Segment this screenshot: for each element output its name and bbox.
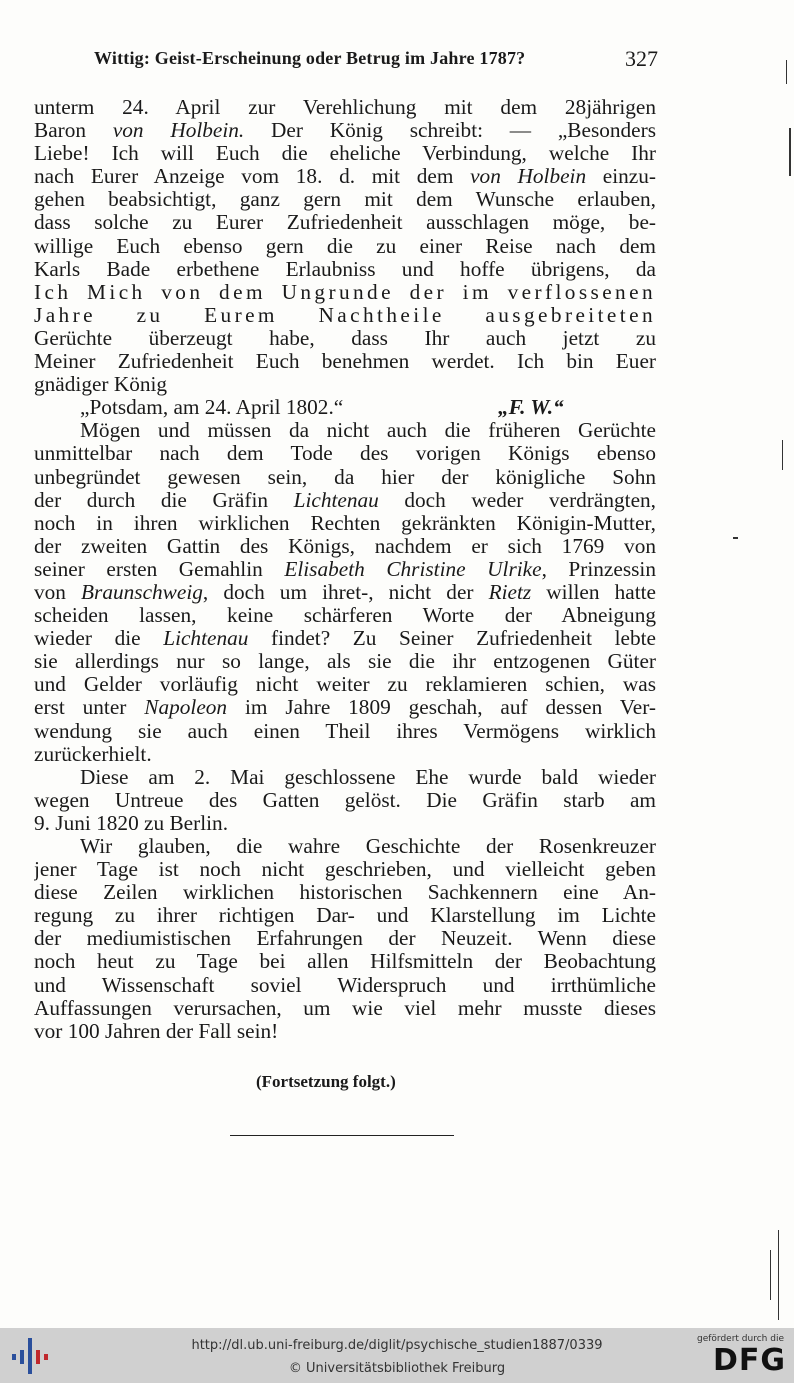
page-header	[34, 48, 658, 78]
text-line	[34, 119, 656, 142]
text-line: gehen beabsichtigt, ganz gern mit dem Wunsche erlauben,	[34, 188, 656, 212]
letter-initials: „F. W.“	[498, 396, 564, 420]
text-line: der zweiten Gattin des Königs, nachdem er sich 1769 von	[34, 534, 656, 558]
text-line: scheiden lassen, keine schärferen Worte der Abneigung	[34, 604, 656, 628]
text-line: unterm 24. April zur Verehlichung mit dem 28jährigen	[34, 96, 656, 119]
text-line	[34, 558, 656, 581]
paragraph-rosicrucians	[34, 835, 656, 1043]
italic-name: Rietz	[488, 580, 532, 604]
text-line: dass solche zu Eurer Zufriedenheit ausschlagen möge, be-	[34, 211, 656, 235]
text-segment: , dass Ihr auch jetzt zu	[309, 326, 656, 350]
text-line: diese Zeilen wirklichen historischen Sachkennern eine An-	[34, 881, 656, 905]
text-segment: Gerüchte überzeugt habe	[34, 326, 310, 350]
italic-name: Lichtenau	[293, 488, 379, 512]
section-rule	[230, 1135, 454, 1136]
text-line: Auffassungen verursachen, um wie viel mehr musste dieses	[34, 996, 656, 1020]
italic-name: von Holbein	[470, 165, 587, 189]
paragraph-marriage	[34, 766, 656, 835]
dfg-logo: DFG	[712, 1343, 786, 1378]
text-line: regung zu ihrer richtigen Dar- und Klarstellung im Lichte	[34, 904, 656, 928]
text-segment: willen hatte	[531, 580, 656, 604]
text-line	[34, 696, 656, 719]
scan-edge-mark	[782, 440, 783, 470]
italic-name: von Holbein.	[112, 119, 245, 143]
text-line: wegen Untreue des Gatten gelöst. Die Gräfin starb am	[34, 788, 656, 812]
italic-name: Lichtenau	[163, 627, 249, 651]
scan-edge-mark	[770, 1250, 771, 1300]
text-line	[34, 489, 656, 512]
running-head: Wittig: Geist-Erscheinung oder Betrug im Jahre 1787?	[94, 48, 526, 68]
text-line: noch in ihren wirklichen Rechten gekränkten Königin-Mutter,	[34, 511, 656, 535]
scan-edge-mark	[733, 537, 738, 539]
text-line	[34, 327, 656, 350]
footer-bar	[0, 1328, 794, 1383]
text-line	[34, 165, 656, 188]
italic-name: Braunschweig	[81, 580, 203, 604]
letter-place-date: „Potsdam, am 24. April 1802.“	[80, 396, 344, 420]
page-number: 327	[625, 46, 658, 71]
text-line: und Gelder vorläufig nicht weiter zu reklamieren schien, was	[34, 673, 656, 697]
text-segment: von	[34, 580, 82, 604]
text-segment: nach Eurer Anzeige vom 18. d. mit dem	[34, 165, 471, 189]
text-segment: doch weder verdrängten,	[378, 488, 656, 512]
text-line: Liebe! Ich will Euch die eheliche Verbindung, welche Ihr	[34, 142, 656, 166]
text-segment: Der König schreibt: — „Besonders	[244, 119, 656, 143]
text-line: Ich Mich von dem Ungrunde der im verflossenen	[34, 280, 656, 304]
text-line: und Wissenschaft soviel Widerspruch und irrthümliche	[34, 973, 656, 997]
text-line: Mögen und müssen da nicht auch die früheren Gerüchte	[80, 419, 656, 443]
text-line: der mediumistischen Erfahrungen der Neuzeit. Wenn diese	[34, 927, 656, 951]
text-line: Wir glauben, die wahre Geschichte der Rosenkreuzer	[80, 835, 656, 858]
italic-name: Napoleon	[144, 696, 228, 720]
text-line: wendung sie auch einen Theil ihres Vermögens wirklich	[34, 719, 656, 743]
scan-edge-mark	[786, 60, 787, 84]
text-segment: Baron	[34, 119, 113, 143]
article-body	[34, 96, 656, 1043]
scan-edge-mark	[778, 1230, 779, 1320]
text-segment: erst unter	[34, 696, 145, 720]
text-line: Diese am 2. Mai geschlossene Ehe wurde bald wieder	[80, 765, 656, 789]
text-line: unmittelbar nach dem Tode des vorigen Königs ebenso	[34, 442, 656, 466]
text-line	[34, 581, 656, 604]
footer-url[interactable]: http://dl.ub.uni-freiburg.de/diglit/psychische_studien1887/0339	[191, 1338, 603, 1353]
text-segment: einzu-	[586, 165, 656, 189]
paragraph-rumours	[34, 419, 656, 765]
footer-copyright: © Universitätsbibliothek Freiburg	[288, 1361, 506, 1376]
text-line: vor 100 Jahren der Fall sein!	[34, 1019, 279, 1043]
text-line: gnädiger König	[34, 373, 168, 397]
funding-label: gefördert durch die	[697, 1334, 784, 1344]
paragraph-letter	[34, 96, 656, 396]
text-line: 9. Juni 1820 zu Berlin.	[34, 811, 229, 835]
text-line: willige Euch ebenso gern die zu einer Reise nach dem	[34, 234, 656, 258]
text-segment: , Prinzessin	[541, 557, 656, 581]
letter-signature-line	[34, 396, 656, 419]
text-segment: findet? Zu Seiner Zufriedenheit lebte	[248, 627, 656, 651]
text-line	[34, 627, 656, 650]
italic-name: Elisabeth Christine Ulrike	[284, 557, 542, 581]
scan-edge-mark	[789, 128, 791, 176]
text-segment: der durch die Gräfin	[34, 488, 294, 512]
text-segment: , doch um ihret-, nicht der	[202, 580, 489, 604]
text-line: Jahre zu Eurem Nachtheile ausgebreiteten	[34, 303, 656, 327]
text-line: noch heut zu Tage bei allen Hilfsmitteln der Beobachtung	[34, 950, 656, 974]
text-line: unbegründet gewesen sein, da hier der königliche Sohn	[34, 465, 656, 489]
text-line: jener Tage ist noch nicht geschrieben, und vielleicht geben	[34, 858, 656, 882]
text-line: Karls Bade erbethene Erlaubniss und hoffe übrigens, da	[34, 257, 656, 281]
text-segment: wieder die	[34, 627, 164, 651]
continuation-note: (Fortsetzung folgt.)	[256, 1072, 396, 1091]
text-segment: im Jahre 1809 geschah, auf dessen Ver-	[227, 696, 656, 720]
text-line: zurückerhielt.	[34, 742, 152, 766]
text-segment: seiner ersten Gemahlin	[34, 557, 285, 581]
text-line: Meiner Zufriedenheit Euch benehmen werdet. Ich bin Euer	[34, 350, 656, 374]
text-line: sie allerdings nur so lange, als sie die ihr entzogenen Güter	[34, 650, 656, 674]
